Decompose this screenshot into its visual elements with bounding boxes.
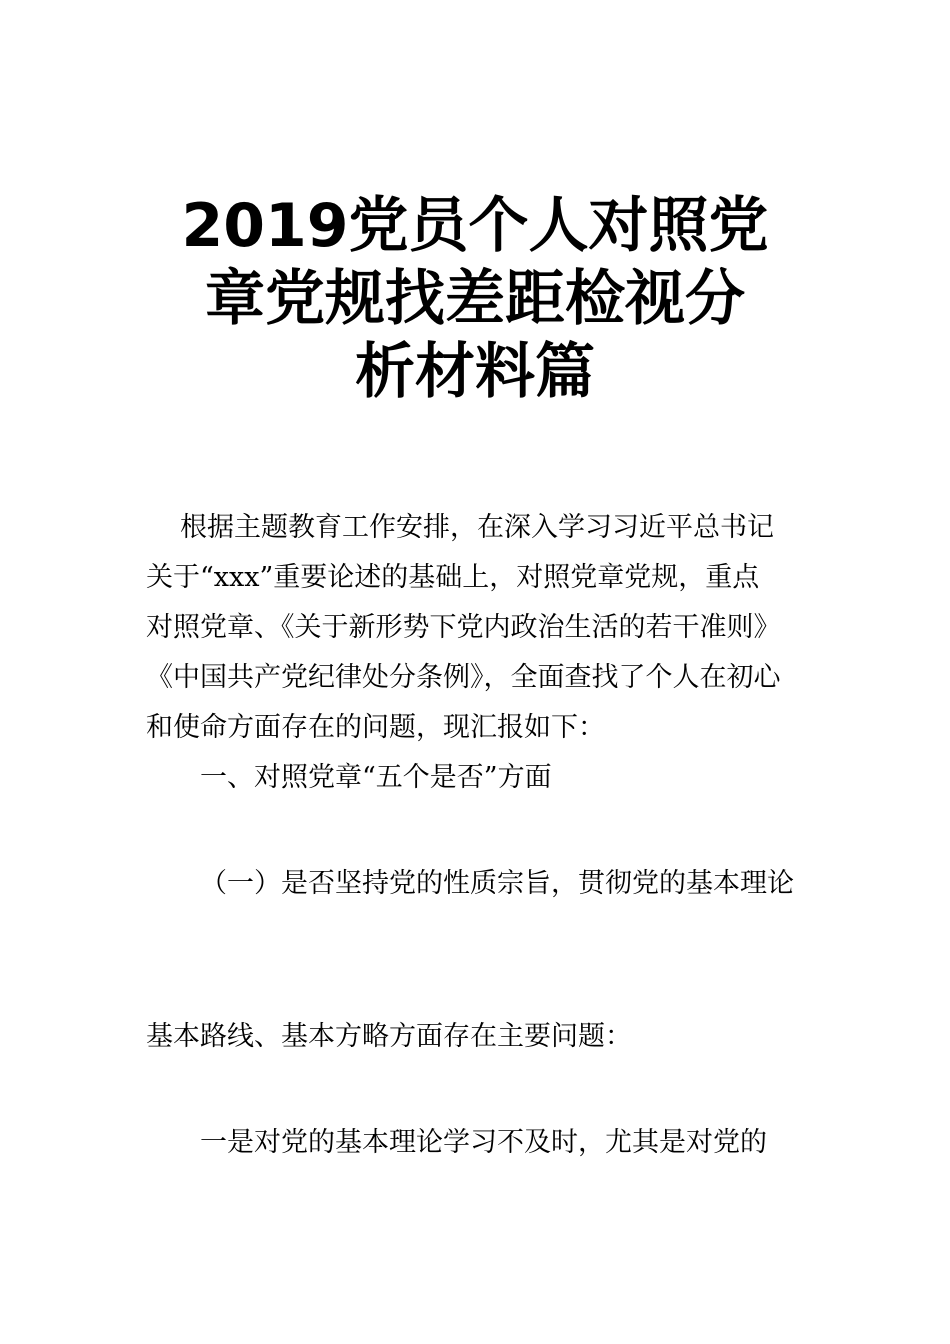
body-line-4: 《中国共产党纪律处分条例》，全面查找了个人在初心 <box>146 662 781 693</box>
title-line-1: 2019党员个人对照党 <box>181 191 769 262</box>
section-heading-1: 一、对照党章“五个是否”方面 <box>200 762 552 793</box>
document-title <box>120 190 830 409</box>
title-line-2: 章党规找差距检视分 <box>205 264 745 335</box>
body-line-5: 和使命方面存在的问题，现汇报如下： <box>146 712 605 743</box>
body-line-7: 一是对党的基本理论学习不及时，尤其是对党的 <box>200 1127 767 1158</box>
subsection-heading-1: （一）是否坚持党的性质宗旨，贯彻党的基本理论 <box>200 868 794 899</box>
body-line-3: 对照党章、《关于新形势下党内政治生活的若干准则》 <box>146 612 781 643</box>
title-line-3: 析材料篇 <box>355 337 595 408</box>
body-line-2: 关于“xxx”重要论述的基础上，对照党章党规，重点 <box>146 562 760 593</box>
body-line-1: 根据主题教育工作安排，在深入学习习近平总书记 <box>180 512 774 543</box>
body-line-6: 基本路线、基本方略方面存在主要问题： <box>146 1021 632 1052</box>
